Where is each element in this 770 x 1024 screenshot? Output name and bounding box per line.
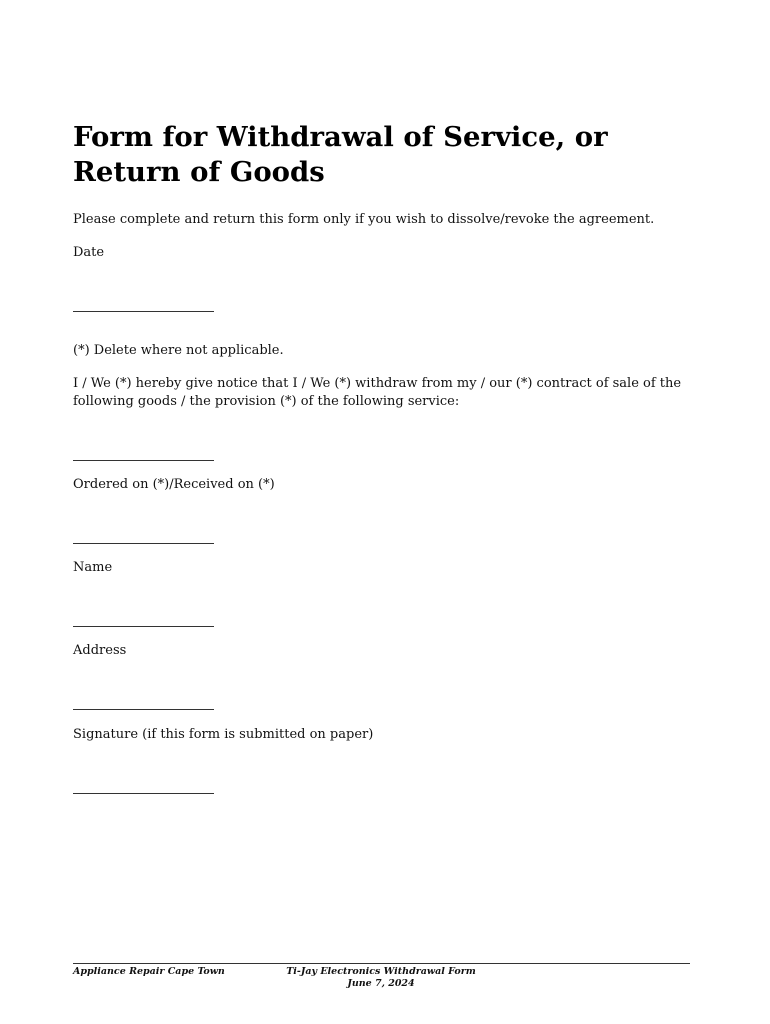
page-title: Form for Withdrawal of Service, or Return of Goods <box>73 121 608 188</box>
goods-service-blank-line <box>73 460 214 461</box>
footer-form-title: Ti-Jay Electronics Withdrawal Form <box>286 966 476 977</box>
withdrawal-notice-text: I / We (*) hereby give notice that I / We (*) withdraw from my / our (*) contract of sale of the following goods / the provision (*) of the following service: <box>73 376 682 409</box>
footer-center <box>270 966 492 990</box>
date-label: Date <box>73 245 105 260</box>
instructions-text: Please complete and return this form only if you wish to dissolve/revoke the agreement. <box>73 212 655 227</box>
delete-note: (*) Delete where not applicable. <box>73 343 284 358</box>
ordered-received-blank-line <box>73 543 214 544</box>
name-label: Name <box>73 560 113 575</box>
footer-divider <box>73 963 690 964</box>
address-label: Address <box>73 643 127 658</box>
ordered-received-label: Ordered on (*)/Received on (*) <box>73 477 275 492</box>
signature-label: Signature (if this form is submitted on paper) <box>73 727 374 742</box>
footer-company: Appliance Repair Cape Town <box>73 966 225 977</box>
signature-blank-line <box>73 793 214 794</box>
address-blank-line <box>73 709 214 710</box>
footer-date: June 7, 2024 <box>347 978 415 989</box>
date-blank-line <box>73 311 214 312</box>
name-blank-line <box>73 626 214 627</box>
